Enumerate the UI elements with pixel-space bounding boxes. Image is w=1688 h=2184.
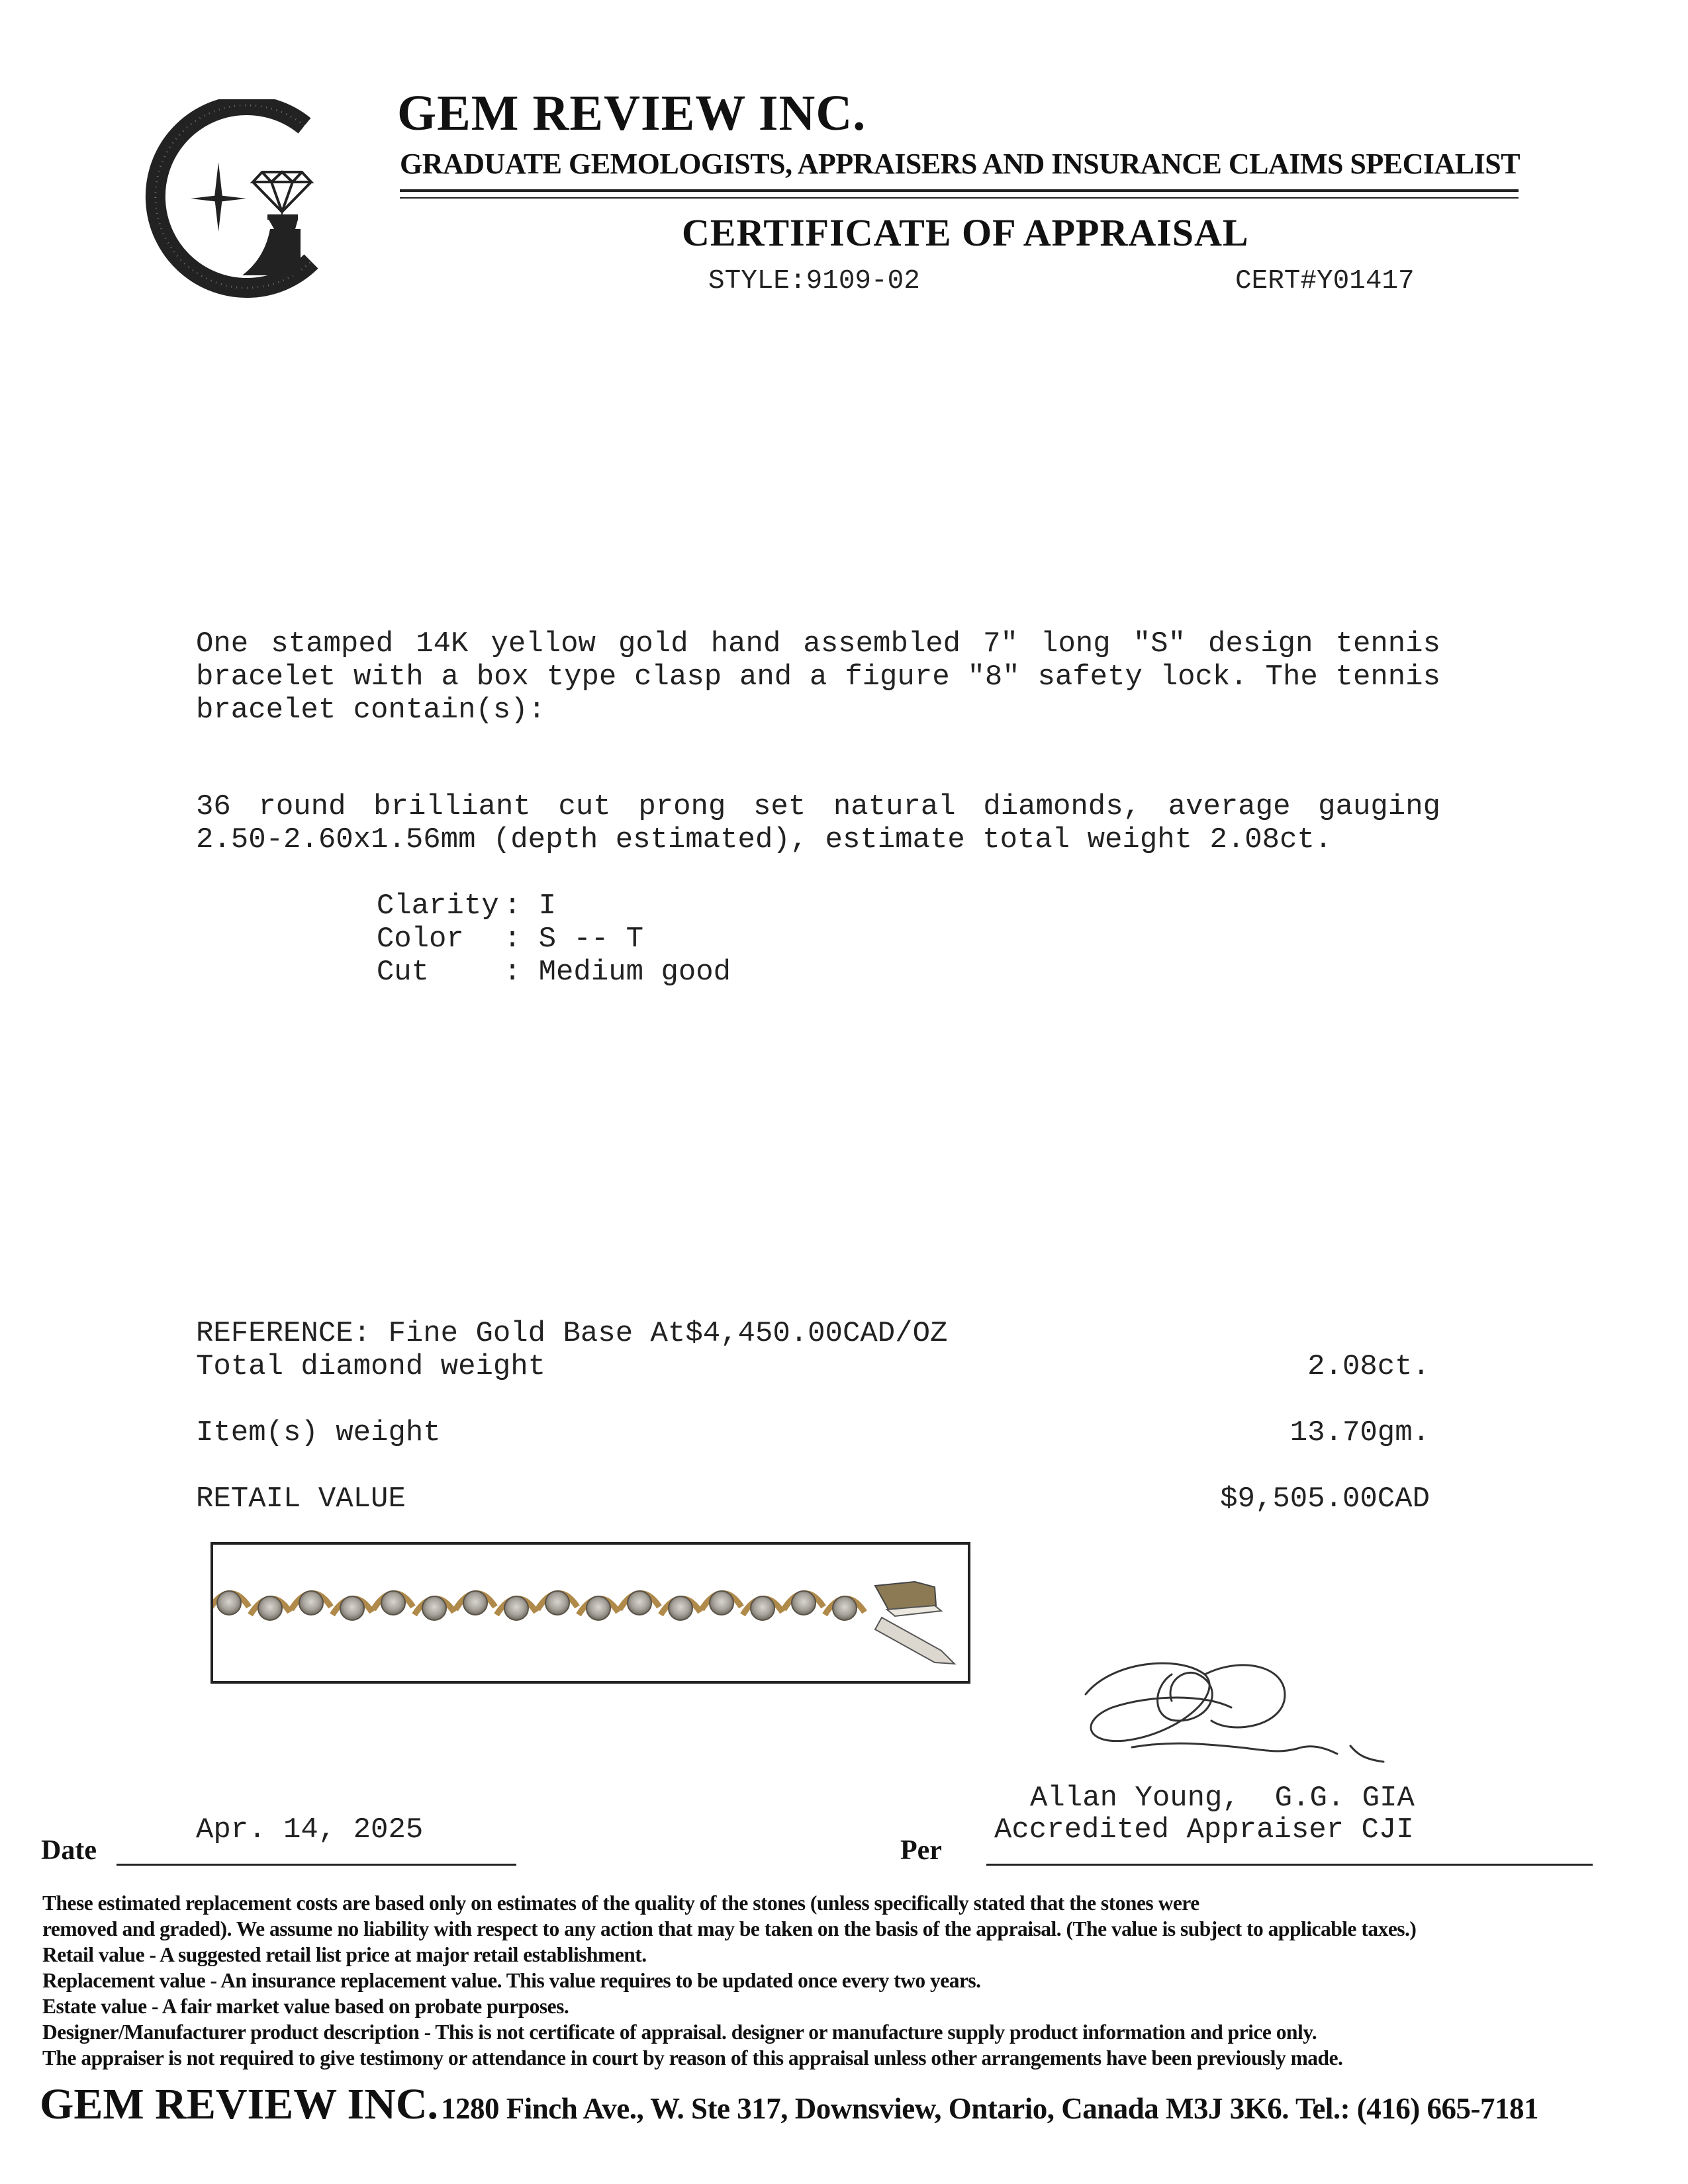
retail-value-label: RETAIL VALUE [196,1482,406,1516]
disclaimer-line: These estimated replacement costs are based only on estimates of the quality of the stones (unless specifically stated that the stones were [42,1891,1199,1915]
bracelet-diamond [833,1596,857,1620]
style-number: STYLE:9109-02 [708,266,920,296]
disclaimer [42,1890,1651,2071]
certificate-title: CERTIFICATE OF APPRAISAL [682,211,1249,254]
bracelet-diamond [340,1596,364,1620]
per-label: Per [900,1835,942,1866]
gold-reference: REFERENCE: Fine Gold Base At$4,450.00CAD/OZ [196,1317,948,1350]
bracelet-diamond [258,1596,282,1620]
bracelet-diamond [586,1596,610,1620]
bracelet-photo [211,1542,970,1684]
item-weight-label: Item(s) weight [196,1416,441,1449]
certificate-number: CERT#Y01417 [1235,266,1415,296]
spec-value: I [538,889,557,923]
bracelet-diamond [710,1591,733,1615]
footer [40,2079,1538,2130]
appraiser-name: Allan Young, G.G. GIA [1030,1782,1415,1815]
bracelet-diamond [299,1591,323,1615]
bracelet-diamond [545,1591,569,1615]
spec-value: S -- T [538,923,644,956]
disclaimer-line: removed and graded). We assume no liability with respect to any action that may be taken on the basis of the appraisal. (The value is subject to applicable taxes.) [42,1917,1417,1940]
tennis-bracelet-image [213,1545,968,1681]
footer-company: GEM REVIEW INC. [40,2080,439,2128]
spec-separator: : [503,923,539,956]
bracelet-diamond [381,1591,405,1615]
header-rule [400,189,1519,192]
item-description: One stamped 14K yellow gold hand assembled 7" long "S" design tennis bracelet with a box type clasp and a figure "8" safety lock. The tennis bracelet contain(s): [196,627,1440,727]
disclaimer-line: The appraiser is not required to give testimony or attendance in court by reason of this appraisal unless other arrangements have been previously made. [42,2046,1343,2070]
bracelet-diamond [422,1596,446,1620]
retail-value-row [196,1482,1430,1516]
total-weight-row [196,1350,1430,1383]
spec-label: Cut [376,956,430,989]
retail-value-amount: $9,505.00CAD [1220,1482,1430,1516]
company-logo [139,99,338,298]
spec-label: Color [376,923,464,956]
spec-label: Clarity [376,889,499,923]
disclaimer-line: Retail value - A suggested retail list price at major retail establishment. [42,1943,647,1966]
spec-separator: : [503,889,539,923]
item-weight-row [196,1416,1430,1449]
bracelet-diamond [504,1596,528,1620]
bracelet-diamond [751,1596,774,1620]
bracelet-diamond [217,1591,241,1615]
bracelet-diamond [669,1596,692,1620]
footer-address: 1280 Finch Ave., W. Ste 317, Downsview, Ontario, Canada M3J 3K6. Tel.: (416) 665-7181 [441,2092,1539,2125]
item-weight-value: 13.70gm. [1289,1416,1430,1449]
company-name: GEM REVIEW INC. [397,85,867,141]
date-line [117,1864,516,1866]
date-label: Date [41,1835,97,1866]
bracelet-diamond [463,1591,487,1615]
total-weight-value: 2.08ct. [1307,1350,1430,1383]
appraiser-signature [1072,1648,1390,1780]
appraiser-title: Accredited Appraiser CJI [994,1813,1414,1846]
spec-value: Medium good [538,956,731,989]
per-line [986,1864,1593,1866]
total-weight-label: Total diamond weight [196,1350,546,1383]
disclaimer-line: Replacement value - An insurance replacement value. This value requires to be updated once every two years. [42,1969,981,1992]
spec-separator: : [503,956,539,989]
appraisal-date: Apr. 14, 2025 [196,1813,424,1846]
bracelet-diamond [628,1591,651,1615]
stone-description: 36 round brilliant cut prong set natural diamonds, average gauging 2.50-2.60x1.56mm (depth estimated), estimate total weight 2.08ct. [196,790,1440,856]
spec-cut [342,923,731,989]
disclaimer-line: Designer/Manufacturer product description - This is not certificate of appraisal. designer or manufacture supply product information and price only. [42,2021,1317,2044]
disclaimer-line: Estate value - A fair market value based on probate purposes. [42,1995,569,2018]
header-rule [400,197,1519,199]
bracelet-diamond [792,1591,816,1615]
company-tagline: GRADUATE GEMOLOGISTS, APPRAISERS AND INSURANCE CLAIMS SPECIALIST [400,148,1521,180]
